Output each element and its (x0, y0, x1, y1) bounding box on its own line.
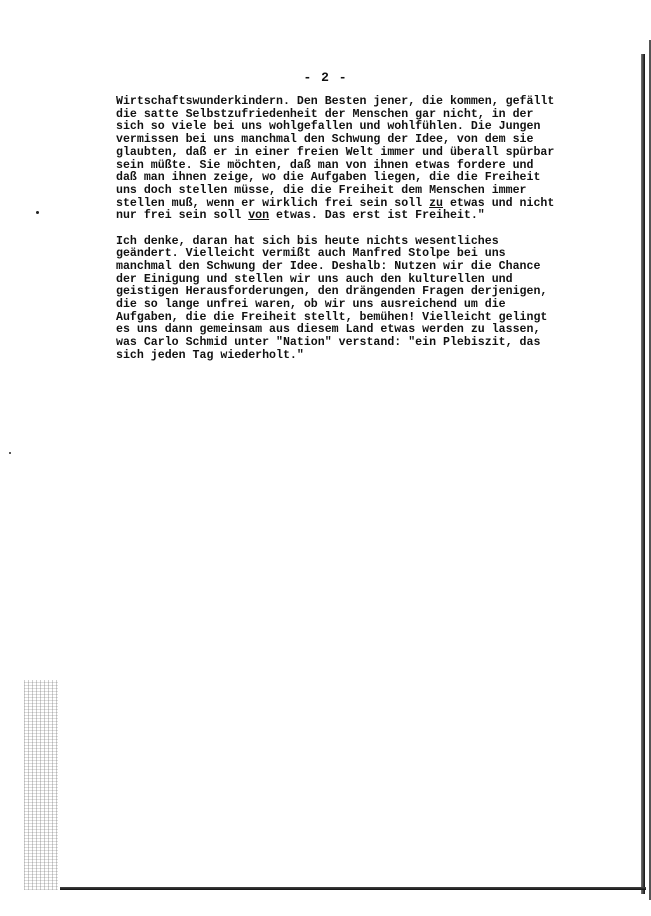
text-segment: sein müßte. Sie möchten, daß man von ihnen etwas fordere und (116, 158, 534, 172)
scan-speck (36, 211, 39, 214)
underlined-word: von (248, 209, 270, 223)
text-segment: etwas. Das erst ist Freiheit." (269, 209, 485, 223)
text-segment: Aufgaben, die die Freiheit stellt, bemühen! Vielleicht gelingt (116, 310, 548, 324)
text-segment: uns doch stellen müsse, die die Freiheit dem Menschen immer (116, 183, 527, 197)
text-segment: der Einigung und stellen wir uns auch den kulturellen und (116, 272, 513, 286)
paragraph (116, 96, 576, 223)
text-segment: die satte Selbstzufriedenheit der Menschen gar nicht, in der (116, 107, 534, 121)
text-line (116, 350, 576, 363)
text-line (116, 210, 576, 223)
paragraph (116, 236, 576, 363)
page-number: - 2 - (303, 70, 348, 85)
text-segment: etwas und nicht (443, 196, 555, 210)
text-segment: die so lange unfrei waren, ob wir uns ausreichend um die (116, 298, 506, 312)
text-segment: Wirtschaftswunderkindern. Den Besten jener, die kommen, gefällt (116, 95, 555, 108)
underlined-word: zu (429, 196, 444, 210)
text-segment: sich jeden Tag wiederholt." (116, 348, 304, 362)
text-segment: es uns dann gemeinsam aus diesem Land etwas werden zu lassen, (116, 323, 541, 337)
scan-bottom-edge (60, 887, 646, 890)
text-segment: geistigen Herausforderungen, den drängenden Fragen derjenigen, (116, 285, 548, 299)
text-segment: sich so viele bei uns wohlgefallen und wohlfühlen. Die Jungen (116, 120, 541, 134)
text-segment: was Carlo Schmid unter "Nation" verstand: "ein Plebiszit, das (116, 336, 541, 350)
scan-speck (9, 452, 11, 454)
text-segment: nur frei sein soll (116, 209, 249, 223)
scan-edge (641, 54, 645, 894)
text-segment: geändert. Vielleicht vermißt auch Manfred Stolpe bei uns (116, 247, 506, 261)
scan-noise (24, 680, 58, 890)
body-text (116, 96, 576, 363)
text-segment: daß man ihnen zeige, wo die Aufgaben liegen, die die Freiheit (116, 171, 541, 185)
text-segment: stellen muß, wenn er wirklich frei sein soll (116, 196, 430, 210)
text-segment: vermissen bei uns manchmal den Schwung der Idee, von dem sie (116, 133, 534, 147)
text-segment: manchmal den Schwung der Idee. Deshalb: Nutzen wir die Chance (116, 259, 541, 273)
text-segment: glaubten, daß er in einer freien Welt immer und überall spürbar (116, 145, 555, 159)
text-segment: Ich denke, daran hat sich bis heute nichts wesentliches (116, 234, 499, 248)
